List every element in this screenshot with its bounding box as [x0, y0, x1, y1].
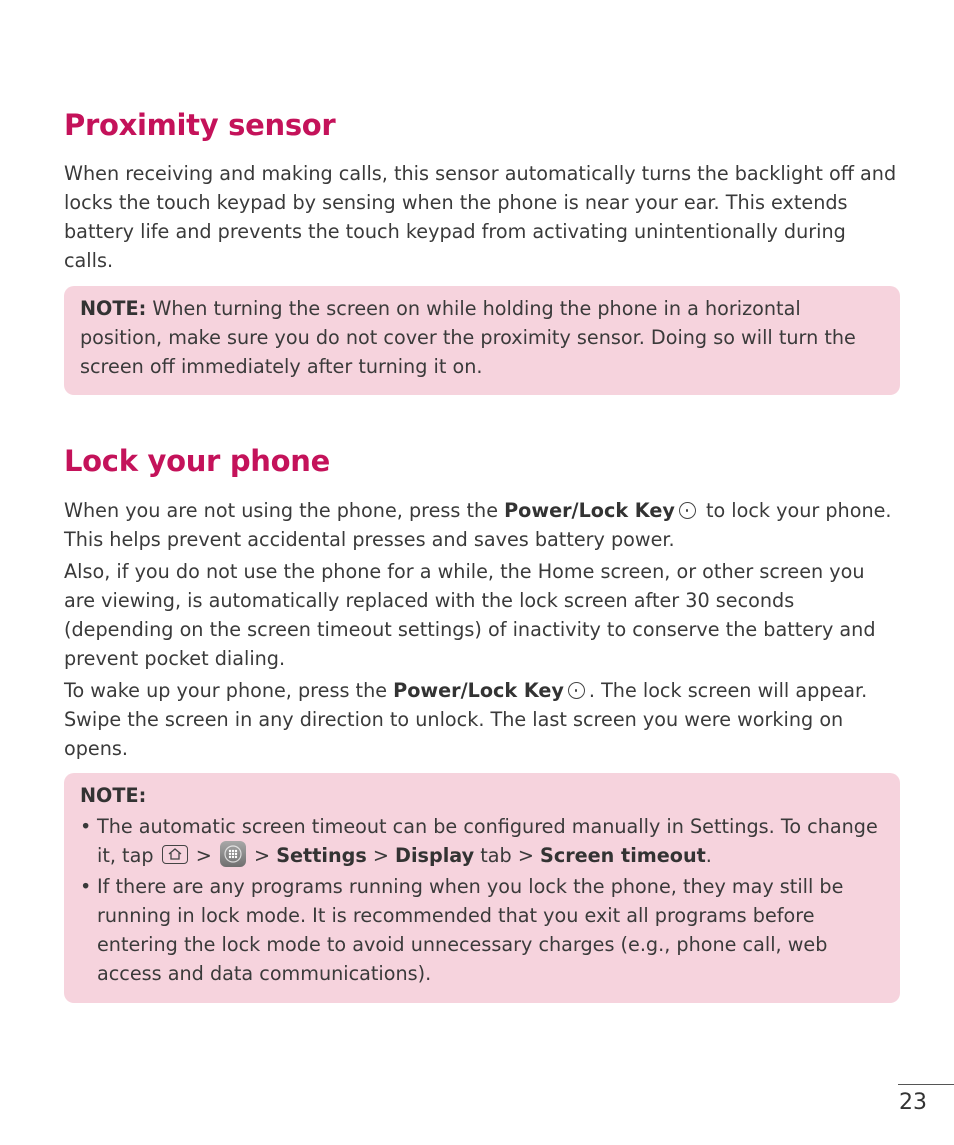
note-label: NOTE: — [80, 297, 147, 320]
proximity-note-box — [64, 286, 900, 395]
lock-phone-body — [64, 496, 900, 766]
proximity-note-text: NOTE: When turning the screen on while holding the phone in a horizontal position, make sure you do not cover the proximity sensor. Doing so will turn the screen off immediately after turning it on. — [80, 297, 856, 378]
power-lock-key-label: Power/Lock Key — [393, 679, 564, 702]
lock-note-box — [64, 773, 900, 1003]
footer-rule — [898, 1084, 954, 1085]
home-icon — [162, 845, 188, 864]
list-item: • The automatic screen timeout can be configured manually in Settings. To change it, tap > > Settings > Display tab > Screen timeout. — [80, 815, 878, 867]
apps-icon — [220, 841, 246, 867]
power-key-icon — [679, 502, 696, 519]
note-list — [80, 812, 884, 988]
list-item: • If there are any programs running when you lock the phone, they may still be running in lock mode. It is recommended that you exit all programs before entering the lock mode to avoid unnecessary charges (e.g., phone call, web access and data communications). — [80, 875, 844, 985]
power-lock-key-label: Power/Lock Key — [504, 499, 675, 522]
lock-paragraph-3: To wake up your phone, press the Power/Lock Key . The lock screen will appear. Swipe the screen in any direction to unlock. The last screen you were working on opens. — [64, 679, 868, 760]
lock-paragraph-1: When you are not using the phone, press the Power/Lock Key to lock your phone. This helps prevent accidental presses and saves battery power. — [64, 499, 892, 551]
note-label: NOTE: — [80, 784, 147, 807]
page-number: 23 — [899, 1090, 927, 1115]
power-key-icon — [568, 682, 585, 699]
lock-phone-heading: Lock your phone — [64, 444, 330, 478]
lock-paragraph-2: Also, if you do not use the phone for a while, the Home screen, or other screen you are viewing, is automatically replaced with the lock screen after 30 seconds (depending on the screen timeout settings) of inactivity to conserve the battery and prevent pocket dialing. — [64, 560, 876, 670]
proximity-sensor-heading: Proximity sensor — [64, 108, 336, 142]
proximity-sensor-paragraph: When receiving and making calls, this sensor automatically turns the backlight off and locks the touch keypad by sensing when the phone is near your ear. This extends battery life and prevents the touch keypad from activating unintentionally during calls. — [64, 162, 897, 272]
